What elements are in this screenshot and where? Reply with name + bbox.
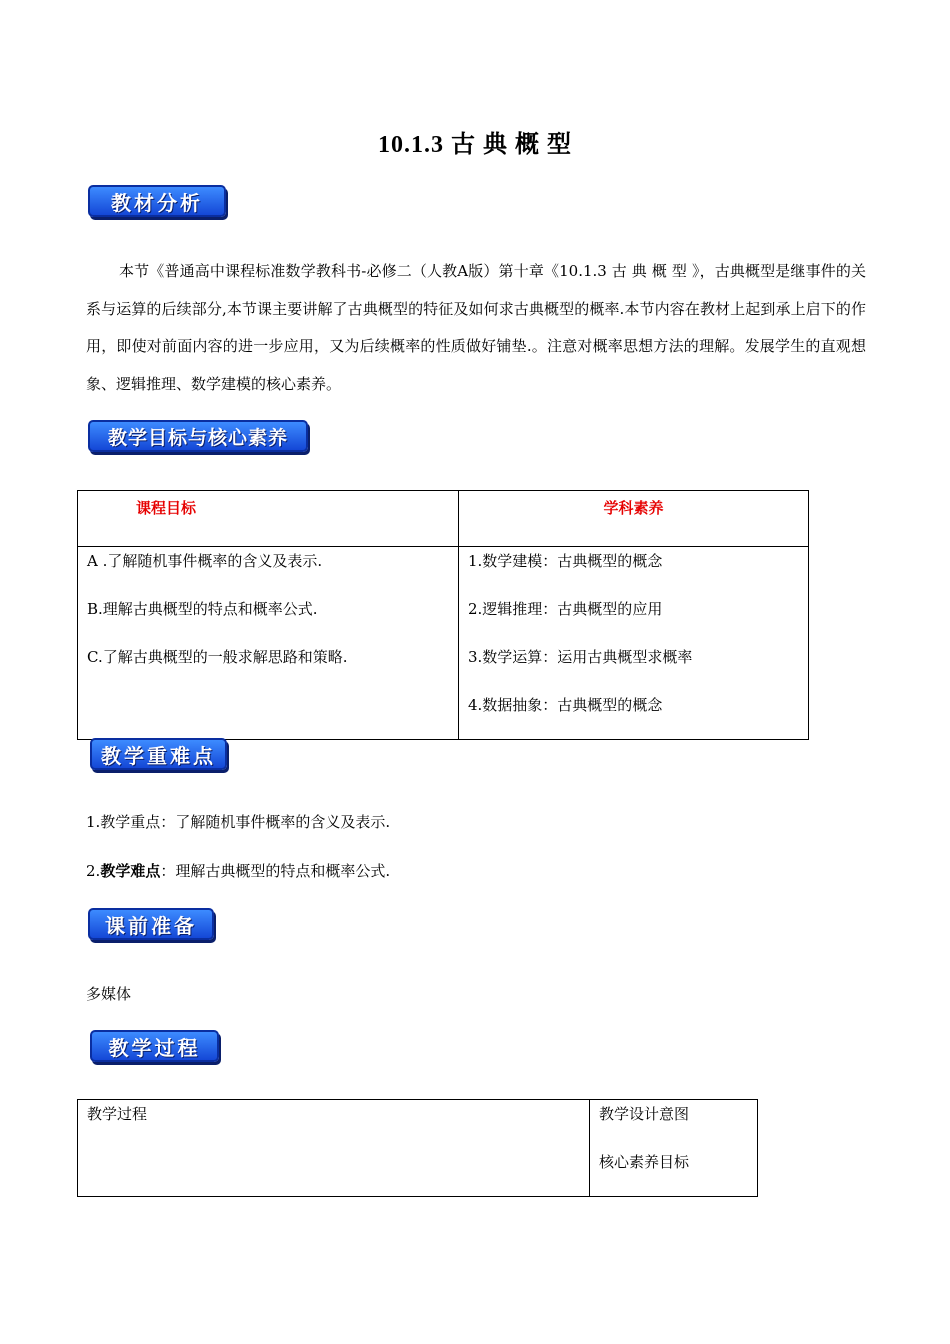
section-badge-keypoints: 教学重难点 xyxy=(90,738,227,770)
objectives-header-literacy: 学科素养 xyxy=(459,491,809,547)
design-intent-cell xyxy=(590,1100,758,1197)
design-intent-header: 教学设计意图 xyxy=(599,1105,690,1123)
goal-item: C.了解古典概型的一般求解思路和策略. xyxy=(87,648,348,666)
core-literacy-header: 核心素养目标 xyxy=(599,1153,690,1171)
goal-item: B.理解古典概型的特点和概率公式. xyxy=(87,600,318,618)
difficult-point-number: 2. xyxy=(86,862,101,880)
page-title: 10.1.3 古 典 概 型 xyxy=(378,132,572,158)
literacy-item: 3.数学运算：运用古典概型求概率 xyxy=(468,648,693,666)
key-point-label: 1.教学重点： xyxy=(86,813,176,831)
key-point-text: 了解随机事件概率的含义及表示. xyxy=(175,813,391,831)
section-badge-preparation: 课前准备 xyxy=(88,908,214,940)
section-badge-analysis: 教材分析 xyxy=(88,185,226,217)
difficult-point-text: 理解古典概型的特点和概率公式. xyxy=(175,862,391,880)
literacy-item: 1.数学建模：古典概型的概念 xyxy=(468,552,663,570)
section-badge-objectives: 教学目标与核心素养 xyxy=(88,420,308,452)
process-header: 教学过程 xyxy=(87,1105,148,1123)
goals-cell xyxy=(78,547,459,740)
objectives-table xyxy=(77,490,809,740)
difficult-point-label: 教学难点 xyxy=(100,862,161,880)
literacy-item: 2.逻辑推理：古典概型的应用 xyxy=(468,600,663,618)
key-point-line xyxy=(86,811,390,832)
process-table xyxy=(77,1099,758,1197)
literacy-cell xyxy=(459,547,809,740)
difficult-point-separator: ： xyxy=(160,862,176,880)
objectives-header-goals: 课程目标 xyxy=(78,491,459,547)
difficult-point-line xyxy=(86,860,390,881)
literacy-item: 4.数据抽象：古典概型的概念 xyxy=(468,696,663,714)
goal-item: A .了解随机事件概率的含义及表示. xyxy=(87,552,323,570)
preparation-text: 多媒体 xyxy=(86,985,132,1003)
process-cell xyxy=(78,1100,590,1197)
section-badge-process: 教学过程 xyxy=(90,1030,219,1062)
analysis-paragraph: 本节《普通高中课程标准数学教科书-必修二（人教A版）第十章《10.1.3 古 典 概 型 》，古典概型是继事件的关系与运算的后续部分,本节课主要讲解了古典概型的特征及如何求古典概型的概率.本节内容在教材上起到承上启下的作用，即使对前面内容的进一步应用，又为后续概率的性质做好铺垫.。注意对概率思想方法的理解。发展学生的直观想象、逻辑推理、数学建模的核心素养。 xyxy=(86,262,866,393)
